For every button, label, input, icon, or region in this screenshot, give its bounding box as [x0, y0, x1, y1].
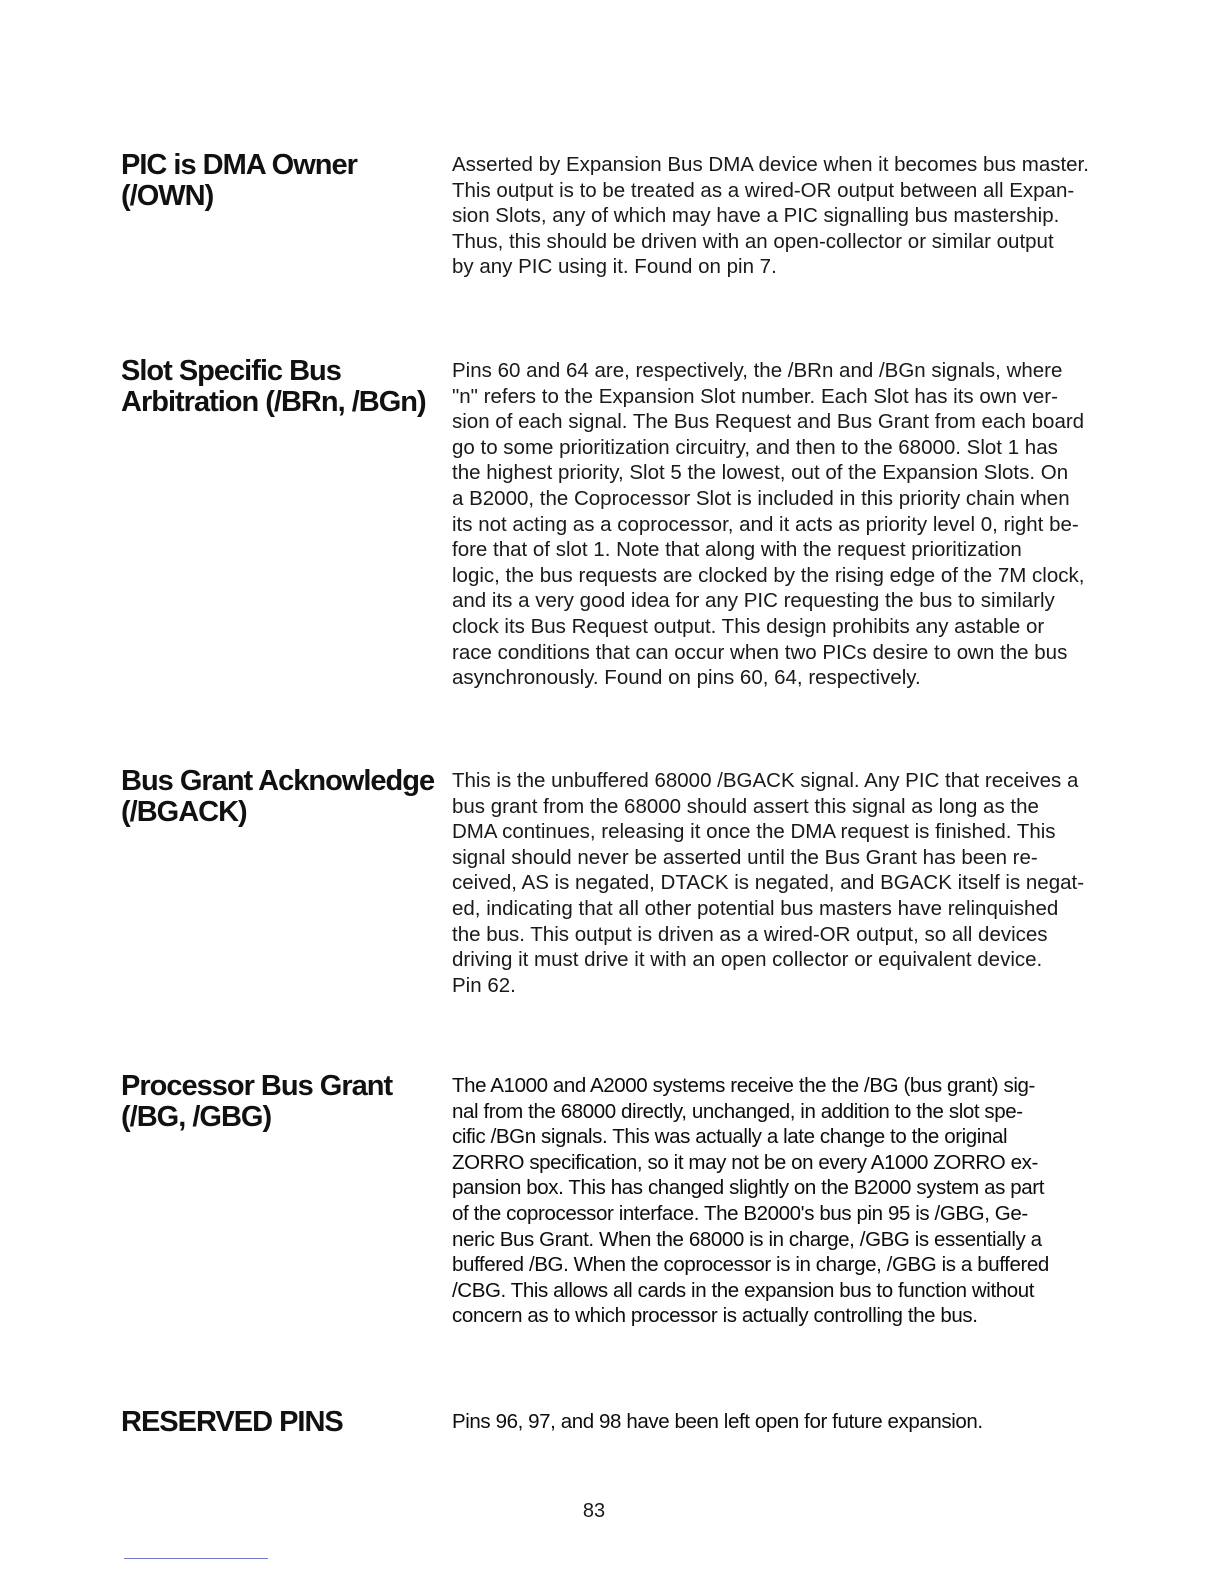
description-line: /CBG. This allows all cards in the expansion bus to function without: [452, 1278, 1035, 1302]
description-line: sion of each signal. The Bus Request and Bus Grant from each board: [452, 410, 1085, 434]
page-number: 83: [582, 1500, 606, 1522]
description-line: race conditions that can occur when two PICs desire to own the bus: [452, 640, 1068, 664]
description-line: ed, indicating that all other potential bus masters have relinquished: [452, 896, 1059, 920]
description-line: of the coprocessor interface. The B2000's bus pin 95 is /GBG, Ge-: [452, 1201, 1028, 1225]
description-line: a B2000, the Coprocessor Slot is included in this priority chain when: [452, 486, 1070, 510]
description-line: buffered /BG. When the coprocessor is in charge, /GBG is a buffered: [452, 1253, 1049, 1277]
description-line: This is the unbuffered 68000 /BGACK signal. Any PIC that receives a: [452, 769, 1079, 792]
footnote-rule: [124, 1558, 268, 1559]
description-line: concern as to which processor is actually controlling the bus.: [452, 1304, 978, 1328]
description-line: clock its Bus Request output. This design prohibits any astable or: [452, 614, 1045, 638]
term-description: [452, 768, 1102, 998]
description-line: sion Slots, any of which may have a PIC signalling bus mastership.: [452, 204, 1060, 228]
description-line: ceived, AS is negated, DTACK is negated, and BGACK itself is negat-: [452, 871, 1085, 895]
description-line: signal should never be asserted until the Bus Grant has been re-: [452, 845, 1038, 869]
description-line: asynchronously. Found on pins 60, 64, respectively.: [452, 666, 921, 690]
description-line: Pins 96, 97, and 98 have been left open for future expansion.: [452, 1410, 983, 1433]
description-line: fore that of slot 1. Note that along with the request prioritization: [452, 538, 1022, 562]
description-line: The A1000 and A2000 systems receive the the /BG (bus grant) sig-: [452, 1074, 1035, 1097]
description-line: go to some prioritization circuitry, and then to the 68000. Slot 1 has: [452, 435, 1058, 459]
description-line: Pins 60 and 64 are, respectively, the /BRn and /BGn signals, where: [452, 359, 1063, 382]
description-line: the bus. This output is driven as a wired-OR output, so all devices: [452, 922, 1048, 946]
description-line: by any PIC using it. Found on pin 7.: [452, 255, 777, 279]
term-heading: Processor Bus Grant (/BG, /GBG): [121, 1070, 393, 1133]
description-line: and its a very good idea for any PIC requesting the bus to similarly: [452, 589, 1055, 613]
description-line: driving it must drive it with an open collector or equivalent device.: [452, 948, 1043, 972]
term-description: [452, 152, 1102, 280]
term-description: [452, 1073, 1102, 1329]
description-line: Asserted by Expansion Bus DMA device when it becomes bus master.: [452, 153, 1089, 176]
term-heading: RESERVED PINS: [121, 1406, 343, 1438]
term-description: [452, 1409, 1102, 1435]
description-line: ZORRO specification, so it may not be on every A1000 ZORRO ex-: [452, 1150, 1038, 1174]
description-line: "n" refers to the Expansion Slot number. Each Slot has its own ver-: [452, 384, 1058, 408]
description-line: bus grant from the 68000 should assert this signal as long as the: [452, 794, 1039, 818]
description-line: its not acting as a coprocessor, and it acts as priority level 0, right be-: [452, 512, 1079, 536]
term-heading: Slot Specific Bus Arbitration (/BRn, /BGn): [121, 355, 426, 418]
description-line: Thus, this should be driven with an open-collector or similar output: [452, 229, 1054, 253]
description-line: DMA continues, releasing it once the DMA request is finished. This: [452, 820, 1056, 844]
term-description: [452, 358, 1102, 691]
description-line: cific /BGn signals. This was actually a late change to the original: [452, 1125, 1008, 1149]
description-line: This output is to be treated as a wired-OR output between all Expan-: [452, 178, 1075, 202]
description-line: logic, the bus requests are clocked by the rising edge of the 7M clock,: [452, 563, 1085, 587]
term-heading: Bus Grant Acknowledge (/BGACK): [121, 765, 435, 828]
description-line: the highest priority, Slot 5 the lowest, out of the Expansion Slots. On: [452, 461, 1069, 485]
description-line: nal from the 68000 directly, unchanged, in addition to the slot spe-: [452, 1099, 1023, 1123]
description-line: neric Bus Grant. When the 68000 is in charge, /GBG is essentially a: [452, 1227, 1042, 1251]
term-heading: PIC is DMA Owner (/OWN): [121, 149, 357, 212]
description-line: Pin 62.: [452, 973, 516, 997]
description-line: pansion box. This has changed slightly on the B2000 system as part: [452, 1176, 1045, 1200]
